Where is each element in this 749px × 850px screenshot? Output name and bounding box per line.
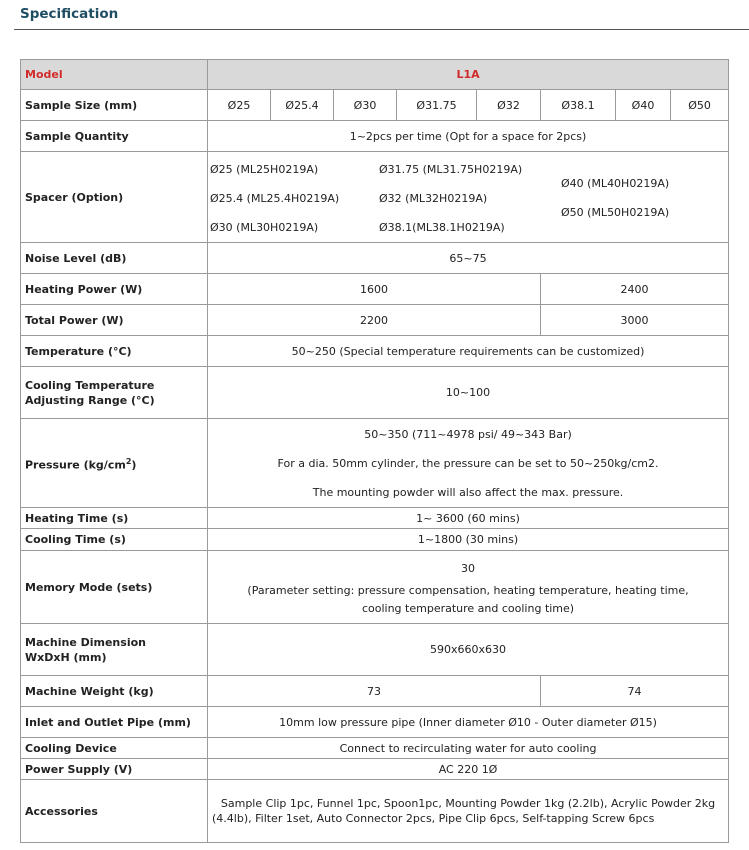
- cooling-temp-value: 10~100: [208, 367, 729, 419]
- sample-size-value: Ø38.1: [541, 90, 616, 121]
- dimension-label: [21, 624, 208, 676]
- spec-table: [20, 59, 729, 843]
- cooling-time-label: Cooling Time (s): [21, 529, 208, 551]
- pipe-label: Inlet and Outlet Pipe (mm): [21, 707, 208, 738]
- sample-quantity-label: Sample Quantity: [21, 121, 208, 152]
- pressure-label-sup: 2: [125, 456, 132, 466]
- sample-size-value: Ø40: [616, 90, 671, 121]
- weight-value: 73: [208, 676, 541, 707]
- spacer-item: Ø32 (ML32H0219A): [379, 191, 488, 205]
- power-supply-value: AC 220 1Ø: [208, 759, 729, 780]
- pressure-line: The mounting powder will also affect the max. pressure.: [312, 485, 624, 499]
- weight-label: Machine Weight (kg): [21, 676, 208, 707]
- weight-value: 74: [541, 676, 729, 707]
- heating-time-label: Heating Time (s): [21, 508, 208, 529]
- power-supply-label: Power Supply (V): [21, 759, 208, 780]
- sample-size-label: Sample Size (mm): [21, 90, 208, 121]
- model-value: L1A: [208, 60, 729, 90]
- model-label: Model: [21, 60, 208, 90]
- noise-label: Noise Level (dB): [21, 243, 208, 274]
- pipe-value: 10mm low pressure pipe (Inner diameter Ø10 - Outer diameter Ø15): [208, 707, 729, 738]
- heating-power-label: Heating Power (W): [21, 274, 208, 305]
- cooling-temp-row: [21, 367, 729, 419]
- cooling-time-value: 1~1800 (30 mins): [208, 529, 729, 551]
- total-power-value: 3000: [541, 305, 729, 336]
- noise-row: [21, 243, 729, 274]
- spacer-row: [21, 152, 729, 243]
- sample-quantity-value: 1~2pcs per time (Opt for a space for 2pcs): [208, 121, 729, 152]
- pressure-row: [21, 419, 729, 508]
- accessories-row: [21, 780, 729, 843]
- memory-mode-note: (Parameter setting: pressure compensation, heating temperature, heating time, cooling temperature and cooling time): [247, 584, 689, 615]
- total-power-value: 2200: [208, 305, 541, 336]
- pressure-line: For a dia. 50mm cylinder, the pressure can be set to 50~250kg/cm2.: [277, 456, 659, 470]
- total-power-label: Total Power (W): [21, 305, 208, 336]
- memory-mode-value: [208, 551, 729, 624]
- total-power-row: [21, 305, 729, 336]
- temperature-value: 50~250 (Special temperature requirements can be customized): [208, 336, 729, 367]
- memory-mode-row: [21, 551, 729, 624]
- pressure-line: 50~350 (711~4978 psi/ 49~343 Bar): [364, 427, 572, 441]
- heating-time-row: [21, 508, 729, 529]
- memory-mode-count: 30: [461, 562, 476, 575]
- spacer-cell: [208, 152, 729, 243]
- dimension-value: 590x660x630: [208, 624, 729, 676]
- spacer-grid: [208, 154, 728, 241]
- heating-power-value: 1600: [208, 274, 541, 305]
- cooling-device-label: Cooling Device: [21, 738, 208, 759]
- pressure-label-text: Pressure (kg/cm: [25, 458, 126, 472]
- spacer-item: Ø50 (ML50H0219A): [561, 205, 670, 219]
- spacer-item: Ø30 (ML30H0219A): [210, 220, 319, 234]
- weight-row: [21, 676, 729, 707]
- sample-size-value: Ø31.75: [397, 90, 477, 121]
- spacer-item: Ø38.1(ML38.1H0219A): [379, 220, 505, 234]
- heating-time-value: 1~ 3600 (60 mins): [208, 508, 729, 529]
- heating-power-value: 2400: [541, 274, 729, 305]
- spacer-item: Ø25.4 (ML25.4H0219A): [210, 191, 340, 205]
- sample-size-value: Ø50: [671, 90, 729, 121]
- dimension-label-line: WxDxH (mm): [25, 650, 107, 664]
- cooling-device-value: Connect to recirculating water for auto cooling: [208, 738, 729, 759]
- temperature-row: [21, 336, 729, 367]
- cooling-temp-label-line: Cooling Temperature: [25, 378, 155, 392]
- cooling-device-row: [21, 738, 729, 759]
- cooling-temp-label: [21, 367, 208, 419]
- temperature-label: Temperature (°C): [21, 336, 208, 367]
- memory-mode-label: Memory Mode (sets): [21, 551, 208, 624]
- accessories-value: Sample Clip 1pc, Funnel 1pc, Spoon1pc, Mounting Powder 1kg (2.2lb), Acrylic Powder 2kg (4.4lb), Filter 1set, Auto Connector 2pcs, Pipe Clip 6pcs, Self-tapping Screw 6pcs: [208, 780, 729, 843]
- pressure-label-end: ): [131, 458, 137, 472]
- sample-size-value: Ø30: [334, 90, 397, 121]
- spacer-item: Ø40 (ML40H0219A): [561, 176, 670, 190]
- heading-divider: [14, 29, 749, 30]
- sample-size-value: Ø25.4: [271, 90, 334, 121]
- dimension-label-line: Machine Dimension: [25, 635, 146, 649]
- model-row: [21, 60, 729, 90]
- sample-quantity-row: [21, 121, 729, 152]
- sample-size-value: Ø32: [477, 90, 541, 121]
- pipe-row: [21, 707, 729, 738]
- cooling-temp-label-line: Adjusting Range (°C): [25, 393, 155, 407]
- noise-value: 65~75: [208, 243, 729, 274]
- accessories-label: Accessories: [21, 780, 208, 843]
- dimension-row: [21, 624, 729, 676]
- pressure-value: [208, 419, 729, 508]
- spacer-item: Ø31.75 (ML31.75H0219A): [379, 162, 523, 176]
- sample-size-value: Ø25: [208, 90, 271, 121]
- sample-size-row: [21, 90, 729, 121]
- heating-power-row: [21, 274, 729, 305]
- cooling-time-row: [21, 529, 729, 551]
- spacer-item: Ø25 (ML25H0219A): [210, 162, 319, 176]
- power-supply-row: [21, 759, 729, 780]
- pressure-label: [21, 419, 208, 508]
- page-heading: Specification: [20, 6, 119, 22]
- spacer-label: Spacer (Option): [21, 152, 208, 243]
